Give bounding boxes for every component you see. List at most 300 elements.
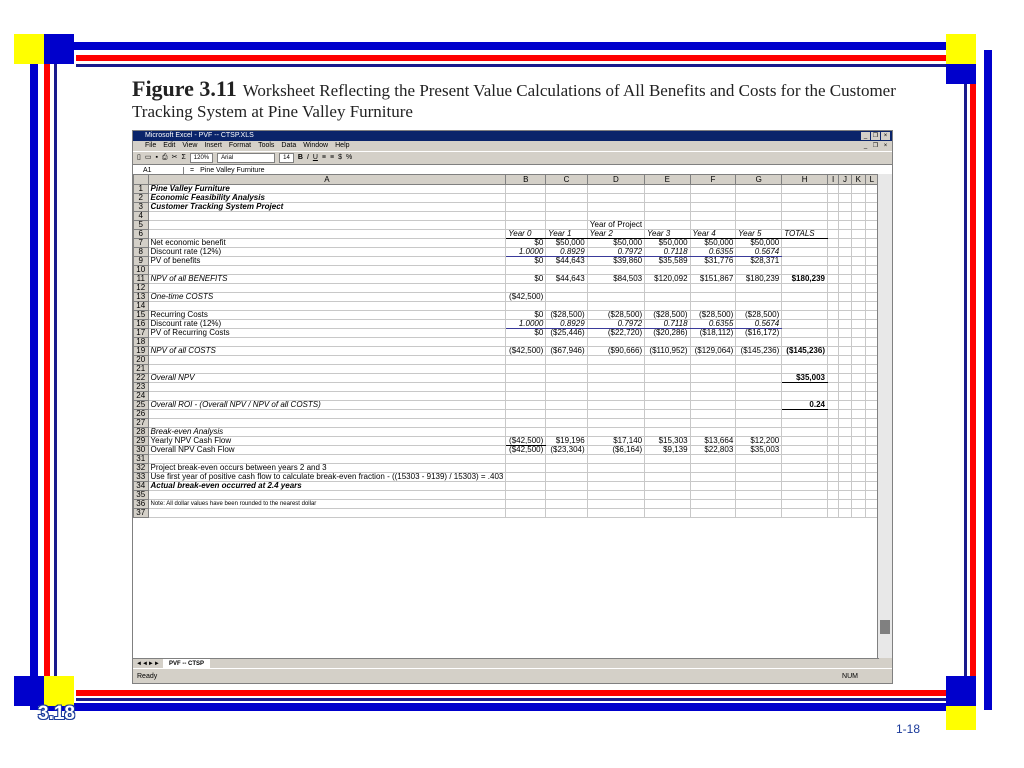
cell[interactable]: ($42,500): [506, 293, 546, 302]
cell[interactable]: [851, 383, 865, 392]
cell[interactable]: [546, 356, 587, 365]
row-header[interactable]: 21: [134, 365, 149, 374]
cell[interactable]: [645, 284, 690, 293]
cell[interactable]: [587, 500, 644, 509]
align-left-icon[interactable]: ≡: [321, 154, 326, 161]
cell[interactable]: [851, 203, 865, 212]
cell[interactable]: [827, 338, 838, 347]
cell[interactable]: [827, 392, 838, 401]
doc-restore-icon[interactable]: ❐: [872, 143, 879, 149]
column-header[interactable]: L: [865, 175, 878, 185]
worksheet-grid[interactable]: [133, 174, 879, 658]
cell[interactable]: [546, 185, 587, 194]
cell[interactable]: [851, 194, 865, 203]
cell[interactable]: $39,860: [587, 257, 644, 266]
cell[interactable]: 1.0000: [506, 248, 546, 257]
cell[interactable]: [782, 320, 828, 329]
column-header[interactable]: D: [587, 175, 644, 185]
cell[interactable]: [506, 212, 546, 221]
row-header[interactable]: 22: [134, 374, 149, 383]
cell[interactable]: Recurring Costs: [148, 311, 506, 320]
cell[interactable]: [839, 239, 852, 248]
cell[interactable]: [645, 410, 690, 419]
cell[interactable]: [587, 455, 644, 464]
cell[interactable]: Project break-even occurs between years 2 and 3: [148, 464, 506, 473]
cell[interactable]: [587, 365, 644, 374]
cell[interactable]: [148, 509, 506, 518]
open-icon[interactable]: ▭: [144, 154, 152, 161]
cell[interactable]: ($18,112): [690, 329, 736, 338]
cell[interactable]: [506, 401, 546, 410]
cell[interactable]: [645, 500, 690, 509]
cell[interactable]: $50,000: [645, 239, 690, 248]
bold-button[interactable]: B: [297, 154, 303, 161]
cell[interactable]: [839, 401, 852, 410]
cell[interactable]: 0.24: [782, 401, 828, 410]
cell[interactable]: [645, 482, 690, 491]
cell[interactable]: [645, 212, 690, 221]
cell[interactable]: [851, 500, 865, 509]
cell[interactable]: [587, 482, 644, 491]
cell[interactable]: [587, 203, 644, 212]
cell[interactable]: [587, 374, 644, 383]
cell[interactable]: [736, 464, 782, 473]
cell[interactable]: [546, 482, 587, 491]
cell[interactable]: 1.0000: [506, 320, 546, 329]
cell[interactable]: [546, 194, 587, 203]
cell[interactable]: $31,776: [690, 257, 736, 266]
cell[interactable]: [782, 185, 828, 194]
cell[interactable]: Year 2: [587, 230, 644, 239]
cell[interactable]: [736, 284, 782, 293]
cell[interactable]: [587, 356, 644, 365]
cell[interactable]: [851, 284, 865, 293]
cell[interactable]: [506, 374, 546, 383]
cell[interactable]: [506, 392, 546, 401]
cell[interactable]: [645, 194, 690, 203]
new-icon[interactable]: ▯: [137, 154, 141, 161]
cell[interactable]: [851, 473, 865, 482]
cell[interactable]: [690, 293, 736, 302]
cell[interactable]: [827, 437, 838, 446]
cell[interactable]: [506, 491, 546, 500]
cell[interactable]: [645, 383, 690, 392]
cell[interactable]: $151,867: [690, 275, 736, 284]
cell[interactable]: [690, 392, 736, 401]
menu-tools[interactable]: Tools: [258, 142, 275, 149]
cell[interactable]: [782, 446, 828, 455]
cell[interactable]: $50,000: [587, 239, 644, 248]
print-icon[interactable]: ⎙: [161, 154, 168, 161]
cell[interactable]: [782, 464, 828, 473]
cell[interactable]: [148, 491, 506, 500]
cell[interactable]: [546, 374, 587, 383]
cell[interactable]: [827, 194, 838, 203]
cell[interactable]: [839, 491, 852, 500]
cell[interactable]: [546, 293, 587, 302]
cell[interactable]: [736, 194, 782, 203]
cell[interactable]: [827, 230, 838, 239]
cell[interactable]: [506, 455, 546, 464]
cell[interactable]: [827, 473, 838, 482]
cell[interactable]: $44,643: [546, 275, 587, 284]
cell[interactable]: [827, 374, 838, 383]
cell[interactable]: [827, 446, 838, 455]
cell[interactable]: [690, 212, 736, 221]
cell[interactable]: [546, 500, 587, 509]
cell[interactable]: Overall ROI - (Overall NPV / NPV of all COSTS): [148, 401, 506, 410]
cell[interactable]: [827, 419, 838, 428]
cell[interactable]: [839, 302, 852, 311]
column-header[interactable]: H: [782, 175, 828, 185]
cell[interactable]: [839, 257, 852, 266]
cell[interactable]: [148, 221, 506, 230]
cell[interactable]: [782, 509, 828, 518]
cell[interactable]: ($28,500): [546, 311, 587, 320]
row-header[interactable]: 28: [134, 428, 149, 437]
row-header[interactable]: 29: [134, 437, 149, 446]
row-header[interactable]: 5: [134, 221, 149, 230]
cell[interactable]: $180,239: [782, 275, 828, 284]
cell[interactable]: [839, 293, 852, 302]
cell[interactable]: [851, 230, 865, 239]
menu-format[interactable]: Format: [228, 142, 252, 149]
cell[interactable]: [827, 248, 838, 257]
cell[interactable]: [690, 455, 736, 464]
cell[interactable]: [690, 401, 736, 410]
menu-file[interactable]: File: [145, 142, 157, 149]
cell[interactable]: Yearly NPV Cash Flow: [148, 437, 506, 446]
cell[interactable]: [839, 212, 852, 221]
cell[interactable]: [839, 338, 852, 347]
cell[interactable]: 0.7118: [645, 248, 690, 257]
align-center-icon[interactable]: ≡: [330, 154, 335, 161]
cell[interactable]: ($90,666): [587, 347, 644, 356]
row-header[interactable]: 37: [134, 509, 149, 518]
menu-view[interactable]: View: [182, 142, 198, 149]
cell[interactable]: [851, 365, 865, 374]
cell[interactable]: [827, 455, 838, 464]
cell[interactable]: [782, 491, 828, 500]
cell[interactable]: [690, 383, 736, 392]
cell[interactable]: Year 1: [546, 230, 587, 239]
cell[interactable]: [851, 392, 865, 401]
cell[interactable]: TOTALS: [782, 230, 828, 239]
cell[interactable]: Use first year of positive cash flow to calculate break-even fraction - ((15303 - 9139) / 15303) = .403: [148, 473, 506, 482]
cell[interactable]: [839, 203, 852, 212]
cell[interactable]: [645, 392, 690, 401]
cell[interactable]: [827, 410, 838, 419]
cell[interactable]: [827, 491, 838, 500]
cell[interactable]: [851, 455, 865, 464]
cell[interactable]: [782, 383, 828, 392]
cell[interactable]: [851, 338, 865, 347]
cell[interactable]: ($16,172): [736, 329, 782, 338]
row-header[interactable]: 16: [134, 320, 149, 329]
cell[interactable]: $120,092: [645, 275, 690, 284]
cell[interactable]: [736, 473, 782, 482]
cell[interactable]: [851, 257, 865, 266]
cell[interactable]: [736, 365, 782, 374]
cell[interactable]: [148, 383, 506, 392]
row-header[interactable]: 10: [134, 266, 149, 275]
cell[interactable]: [827, 302, 838, 311]
cell[interactable]: ($20,286): [645, 329, 690, 338]
cell[interactable]: [782, 239, 828, 248]
row-header[interactable]: 7: [134, 239, 149, 248]
minimize-icon[interactable]: _: [861, 132, 870, 140]
cell[interactable]: [851, 410, 865, 419]
cell[interactable]: [148, 365, 506, 374]
cell[interactable]: 0.6355: [690, 320, 736, 329]
cell[interactable]: [546, 509, 587, 518]
cell[interactable]: PV of Recurring Costs: [148, 329, 506, 338]
restore-icon[interactable]: ❐: [872, 133, 879, 139]
menu-help[interactable]: Help: [335, 142, 350, 149]
cell[interactable]: [839, 473, 852, 482]
scroll-thumb[interactable]: [880, 620, 890, 634]
cell[interactable]: [645, 491, 690, 500]
row-header[interactable]: 17: [134, 329, 149, 338]
row-header[interactable]: 4: [134, 212, 149, 221]
cell[interactable]: [736, 203, 782, 212]
font-size-select[interactable]: 14: [279, 153, 294, 163]
cell[interactable]: [827, 500, 838, 509]
cell[interactable]: [506, 410, 546, 419]
cell[interactable]: [839, 428, 852, 437]
doc-close-icon[interactable]: ×: [881, 142, 890, 150]
cell[interactable]: [645, 419, 690, 428]
cell[interactable]: [839, 446, 852, 455]
cell[interactable]: [587, 383, 644, 392]
cell[interactable]: $50,000: [736, 239, 782, 248]
cell[interactable]: [851, 428, 865, 437]
cell[interactable]: [736, 356, 782, 365]
column-header[interactable]: E: [645, 175, 690, 185]
cell[interactable]: [587, 410, 644, 419]
cell[interactable]: [645, 365, 690, 374]
cell[interactable]: [782, 284, 828, 293]
cell[interactable]: Note: All dollar values have been rounded to the nearest dollar: [148, 500, 506, 509]
cell[interactable]: [851, 320, 865, 329]
cell[interactable]: [839, 365, 852, 374]
row-header[interactable]: 30: [134, 446, 149, 455]
cut-icon[interactable]: ✂: [171, 154, 178, 161]
cell[interactable]: Discount rate (12%): [148, 320, 506, 329]
cell[interactable]: Overall NPV: [148, 374, 506, 383]
cell[interactable]: [782, 302, 828, 311]
cell[interactable]: [827, 284, 838, 293]
cell[interactable]: [827, 464, 838, 473]
cell[interactable]: [839, 329, 852, 338]
cell[interactable]: ($42,500): [506, 437, 546, 446]
menu-insert[interactable]: Insert: [204, 142, 222, 149]
row-header[interactable]: 36: [134, 500, 149, 509]
cell[interactable]: $0: [506, 311, 546, 320]
cell[interactable]: $17,140: [587, 437, 644, 446]
cell[interactable]: [851, 293, 865, 302]
tab-nav-icon[interactable]: ◄◄►►: [136, 661, 160, 667]
cell[interactable]: [839, 347, 852, 356]
cell[interactable]: [736, 509, 782, 518]
cell[interactable]: [782, 428, 828, 437]
cell[interactable]: ($28,500): [587, 311, 644, 320]
cell[interactable]: [148, 356, 506, 365]
cell[interactable]: [506, 473, 546, 482]
cell[interactable]: [645, 203, 690, 212]
cell[interactable]: [690, 185, 736, 194]
cell[interactable]: [736, 293, 782, 302]
row-header[interactable]: 14: [134, 302, 149, 311]
cell[interactable]: [827, 185, 838, 194]
cell[interactable]: [690, 500, 736, 509]
cell[interactable]: [827, 428, 838, 437]
cell[interactable]: [645, 509, 690, 518]
cell[interactable]: ($42,500): [506, 446, 546, 455]
row-header[interactable]: 2: [134, 194, 149, 203]
row-header[interactable]: 33: [134, 473, 149, 482]
row-header[interactable]: 19: [134, 347, 149, 356]
cell[interactable]: [827, 509, 838, 518]
cell[interactable]: [645, 473, 690, 482]
cell[interactable]: ($6,164): [587, 446, 644, 455]
cell[interactable]: [851, 446, 865, 455]
doc-minimize-icon[interactable]: _: [861, 142, 870, 150]
column-header[interactable]: K: [851, 175, 865, 185]
cell[interactable]: [546, 491, 587, 500]
cell[interactable]: [782, 356, 828, 365]
cell[interactable]: $15,303: [645, 437, 690, 446]
cell[interactable]: [827, 320, 838, 329]
cell[interactable]: $0: [506, 257, 546, 266]
row-header[interactable]: 8: [134, 248, 149, 257]
zoom-select[interactable]: 120%: [190, 153, 213, 163]
cell[interactable]: [851, 311, 865, 320]
cell[interactable]: [839, 482, 852, 491]
cell[interactable]: [736, 410, 782, 419]
cell[interactable]: [839, 464, 852, 473]
cell[interactable]: [839, 410, 852, 419]
cell[interactable]: [736, 482, 782, 491]
cell[interactable]: 0.8929: [546, 320, 587, 329]
cell[interactable]: 0.7118: [645, 320, 690, 329]
column-header[interactable]: I: [827, 175, 838, 185]
cell[interactable]: $12,200: [736, 437, 782, 446]
cell[interactable]: [506, 383, 546, 392]
cell[interactable]: [546, 401, 587, 410]
cell[interactable]: [546, 284, 587, 293]
cell[interactable]: [839, 356, 852, 365]
row-header[interactable]: 27: [134, 419, 149, 428]
row-header[interactable]: 34: [134, 482, 149, 491]
cell[interactable]: [851, 212, 865, 221]
cell[interactable]: ($110,952): [645, 347, 690, 356]
cell[interactable]: [839, 275, 852, 284]
column-header[interactable]: J: [839, 175, 852, 185]
cell[interactable]: [587, 185, 644, 194]
cell[interactable]: [506, 203, 546, 212]
cell[interactable]: [690, 284, 736, 293]
cell[interactable]: [546, 464, 587, 473]
cell[interactable]: [851, 401, 865, 410]
cell[interactable]: 0.7972: [587, 248, 644, 257]
cell[interactable]: ($129,064): [690, 347, 736, 356]
cell[interactable]: ($28,500): [645, 311, 690, 320]
cell[interactable]: [782, 482, 828, 491]
cell[interactable]: [506, 482, 546, 491]
cell[interactable]: [546, 419, 587, 428]
row-header[interactable]: 23: [134, 383, 149, 392]
cell[interactable]: [839, 221, 852, 230]
cell[interactable]: [736, 491, 782, 500]
close-icon[interactable]: ×: [881, 132, 890, 140]
cell[interactable]: [851, 374, 865, 383]
cell[interactable]: [645, 374, 690, 383]
cell[interactable]: [690, 410, 736, 419]
row-header[interactable]: 32: [134, 464, 149, 473]
cell[interactable]: [839, 266, 852, 275]
cell[interactable]: [736, 374, 782, 383]
cell[interactable]: Customer Tracking System Project: [148, 203, 506, 212]
sheet-tab[interactable]: PVF -- CTSP: [163, 659, 210, 669]
cell[interactable]: [546, 473, 587, 482]
cell[interactable]: $35,003: [736, 446, 782, 455]
row-header[interactable]: 1: [134, 185, 149, 194]
formula-content[interactable]: Pine Valley Furniture: [200, 166, 265, 174]
cell[interactable]: $50,000: [690, 239, 736, 248]
cell[interactable]: [851, 491, 865, 500]
cell[interactable]: [827, 365, 838, 374]
cell[interactable]: [851, 419, 865, 428]
row-header[interactable]: 11: [134, 275, 149, 284]
cell[interactable]: 0.5674: [736, 320, 782, 329]
cell[interactable]: [736, 383, 782, 392]
cell[interactable]: 0.5674: [736, 248, 782, 257]
cell[interactable]: Break-even Analysis: [148, 428, 506, 437]
cell[interactable]: [645, 401, 690, 410]
cell[interactable]: [839, 248, 852, 257]
cell[interactable]: [782, 410, 828, 419]
cell[interactable]: [690, 473, 736, 482]
cell[interactable]: [587, 284, 644, 293]
cell[interactable]: NPV of all COSTS: [148, 347, 506, 356]
cell[interactable]: [645, 293, 690, 302]
cell[interactable]: [839, 383, 852, 392]
cell[interactable]: [690, 356, 736, 365]
cell[interactable]: [645, 185, 690, 194]
cell[interactable]: [782, 311, 828, 320]
cell[interactable]: [506, 464, 546, 473]
cell[interactable]: [736, 419, 782, 428]
cell[interactable]: Net economic benefit: [148, 239, 506, 248]
cell[interactable]: [839, 455, 852, 464]
cell[interactable]: $84,503: [587, 275, 644, 284]
cell[interactable]: [827, 266, 838, 275]
menu-data[interactable]: Data: [281, 142, 297, 149]
cell[interactable]: [827, 239, 838, 248]
cell[interactable]: [827, 401, 838, 410]
cell[interactable]: [690, 491, 736, 500]
cell[interactable]: [839, 284, 852, 293]
cell[interactable]: [148, 212, 506, 221]
cell[interactable]: [827, 329, 838, 338]
cell[interactable]: [782, 437, 828, 446]
cell[interactable]: [839, 185, 852, 194]
column-header[interactable]: C: [546, 175, 587, 185]
cell[interactable]: [782, 203, 828, 212]
cell[interactable]: [736, 500, 782, 509]
cell[interactable]: [827, 311, 838, 320]
